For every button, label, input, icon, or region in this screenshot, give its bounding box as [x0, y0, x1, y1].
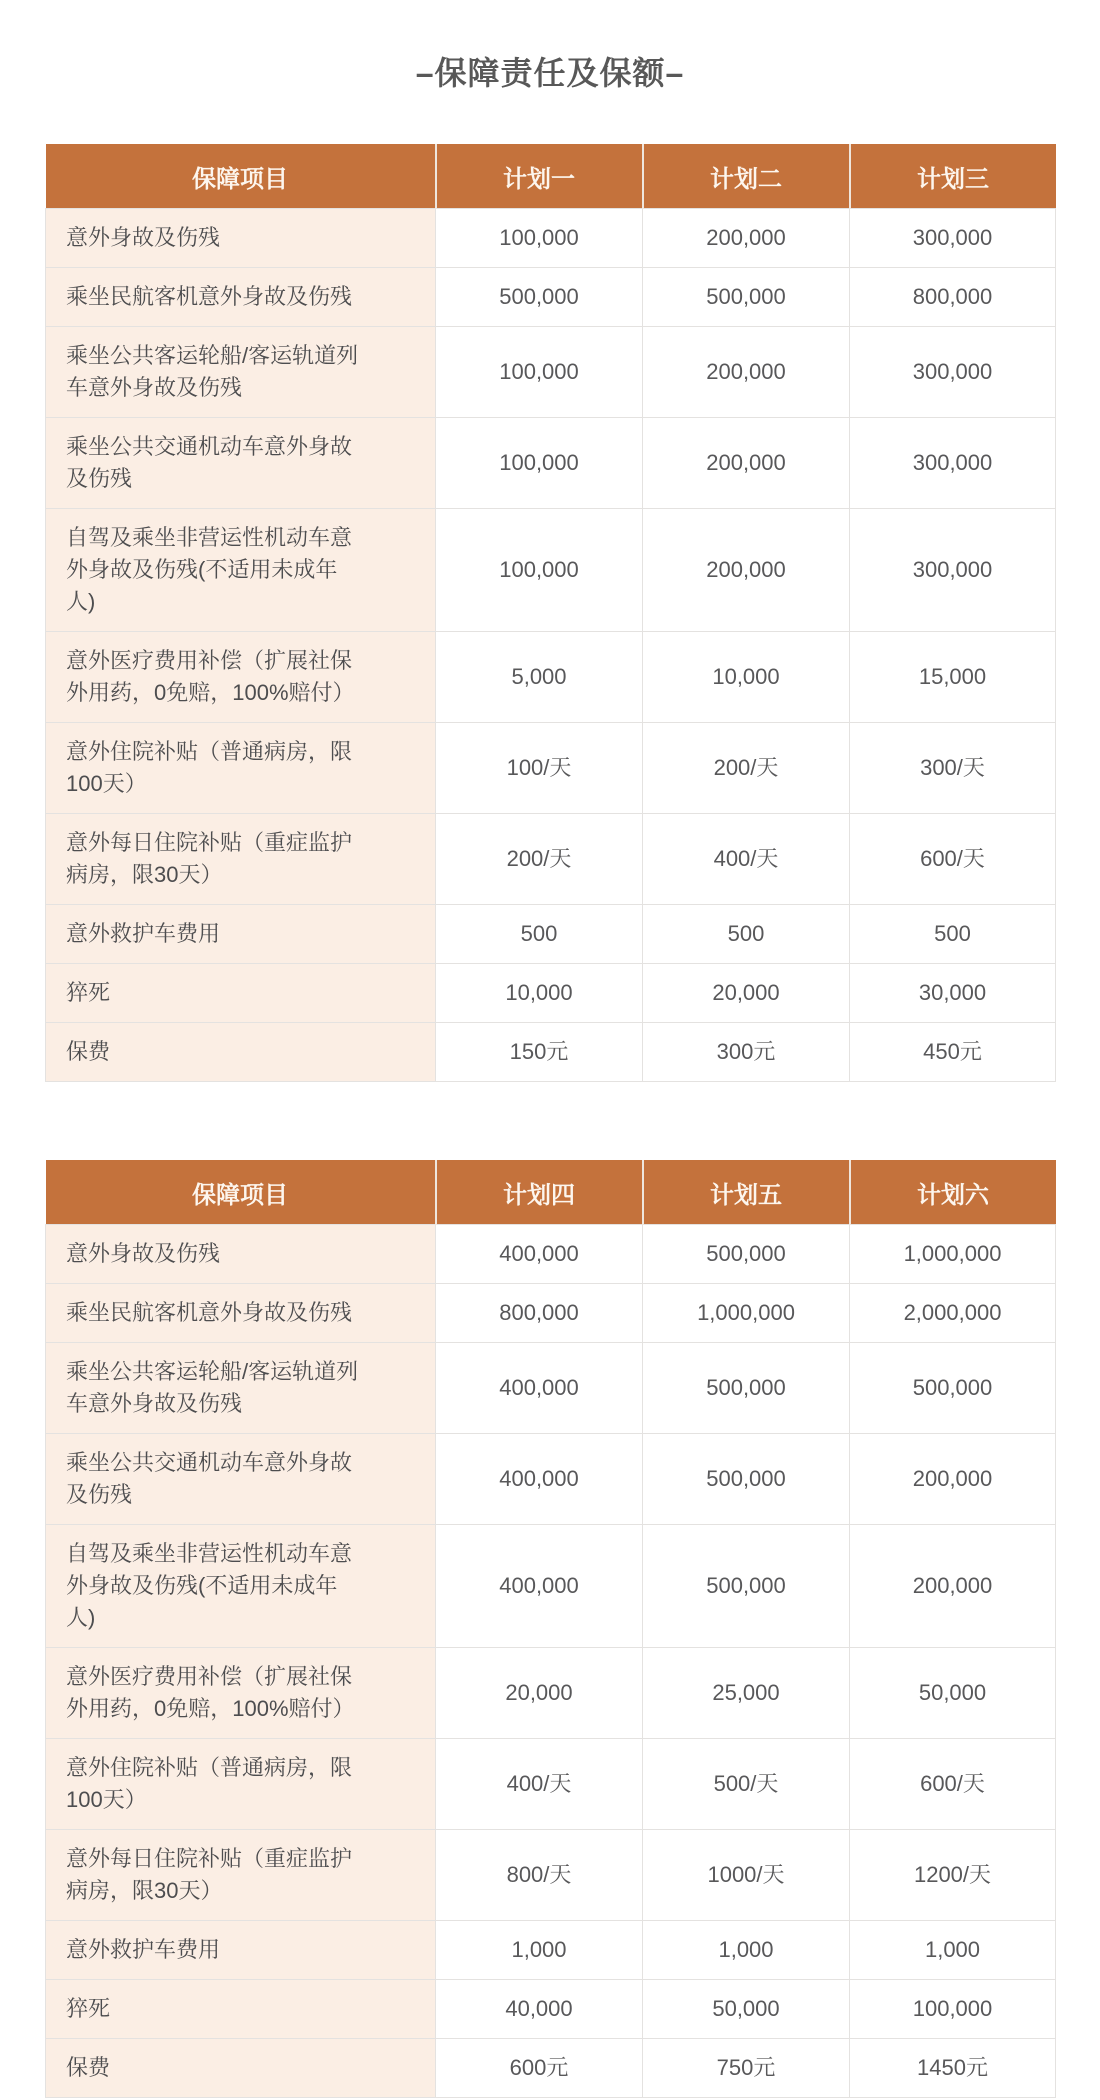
benefit-label: 自驾及乘坐非营运性机动车意外身故及伤残(不适用未成年人): [46, 1525, 436, 1648]
table-row: [46, 1023, 1056, 1082]
coverage-table-plans-4-6: [45, 1160, 1055, 2098]
benefit-amount: 1,000: [850, 1921, 1056, 1980]
table-row: [46, 1980, 1056, 2039]
benefits-table: [45, 1160, 1056, 2098]
benefit-amount: 200/天: [643, 723, 850, 814]
benefit-amount: 50,000: [850, 1648, 1056, 1739]
benefit-amount: 500,000: [850, 1343, 1056, 1434]
header-row: [46, 1160, 1056, 1225]
table-row: [46, 632, 1056, 723]
column-header-plan: 计划一: [436, 144, 643, 209]
benefit-amount: 2,000,000: [850, 1284, 1056, 1343]
table-row: [46, 327, 1056, 418]
table-row: [46, 723, 1056, 814]
benefit-amount: 500,000: [643, 1225, 850, 1284]
table-row: [46, 509, 1056, 632]
benefit-amount: 100,000: [850, 1980, 1056, 2039]
benefit-amount: 1,000,000: [850, 1225, 1056, 1284]
benefit-label: 猝死: [46, 964, 436, 1023]
benefit-label: 乘坐公共交通机动车意外身故及伤残: [46, 1434, 436, 1525]
benefit-label: 意外每日住院补贴（重症监护病房，限30天）: [46, 814, 436, 905]
benefit-amount: 500: [436, 905, 643, 964]
benefit-label: 意外医疗费用补偿（扩展社保外用药，0免赔，100%赔付）: [46, 1648, 436, 1739]
header-row: [46, 144, 1056, 209]
benefit-amount: 450元: [850, 1023, 1056, 1082]
column-header-items: 保障项目: [46, 144, 436, 209]
benefits-table: [45, 144, 1056, 1082]
table-row: [46, 1343, 1056, 1434]
table-row: [46, 209, 1056, 268]
benefit-amount: 300,000: [850, 418, 1056, 509]
benefit-amount: 200,000: [643, 209, 850, 268]
column-header-plan: 计划六: [850, 1160, 1056, 1225]
table-row: [46, 1830, 1056, 1921]
benefit-amount: 600/天: [850, 814, 1056, 905]
benefit-amount: 300/天: [850, 723, 1056, 814]
benefit-amount: 100,000: [436, 327, 643, 418]
benefit-amount: 1450元: [850, 2039, 1056, 2098]
page-title: –保障责任及保额–: [415, 55, 685, 91]
benefit-label: 意外救护车费用: [46, 1921, 436, 1980]
benefit-label: 意外身故及伤残: [46, 1225, 436, 1284]
benefit-label: 保费: [46, 2039, 436, 2098]
benefit-amount: 1200/天: [850, 1830, 1056, 1921]
benefit-amount: 1,000: [643, 1921, 850, 1980]
benefit-amount: 200,000: [643, 418, 850, 509]
table-row: [46, 1225, 1056, 1284]
benefit-amount: 500,000: [436, 268, 643, 327]
benefit-amount: 1,000,000: [643, 1284, 850, 1343]
benefit-amount: 400,000: [436, 1225, 643, 1284]
column-header-items: 保障项目: [46, 1160, 436, 1225]
benefit-amount: 200/天: [436, 814, 643, 905]
table-row: [46, 814, 1056, 905]
benefit-amount: 400/天: [436, 1739, 643, 1830]
benefit-amount: 150元: [436, 1023, 643, 1082]
benefit-amount: 300,000: [850, 209, 1056, 268]
benefit-amount: 500: [850, 905, 1056, 964]
benefit-amount: 500,000: [643, 1343, 850, 1434]
benefit-label: 乘坐民航客机意外身故及伤残: [46, 1284, 436, 1343]
benefit-amount: 500,000: [643, 1525, 850, 1648]
benefit-amount: 400,000: [436, 1525, 643, 1648]
benefit-label: 猝死: [46, 1980, 436, 2039]
benefit-amount: 800,000: [850, 268, 1056, 327]
benefit-amount: 20,000: [643, 964, 850, 1023]
table-row: [46, 418, 1056, 509]
benefit-amount: 20,000: [436, 1648, 643, 1739]
benefit-amount: 300,000: [850, 327, 1056, 418]
benefit-amount: 500,000: [643, 1434, 850, 1525]
table-row: [46, 1284, 1056, 1343]
column-header-plan: 计划二: [643, 144, 850, 209]
benefit-label: 自驾及乘坐非营运性机动车意外身故及伤残(不适用未成年人): [46, 509, 436, 632]
benefit-amount: 15,000: [850, 632, 1056, 723]
benefit-label: 意外救护车费用: [46, 905, 436, 964]
benefit-amount: 100,000: [436, 209, 643, 268]
benefit-amount: 200,000: [643, 509, 850, 632]
column-header-plan: 计划四: [436, 1160, 643, 1225]
benefit-label: 乘坐公共客运轮船/客运轨道列车意外身故及伤残: [46, 1343, 436, 1434]
benefit-amount: 600元: [436, 2039, 643, 2098]
benefit-amount: 300元: [643, 1023, 850, 1082]
benefit-label: 乘坐公共交通机动车意外身故及伤残: [46, 418, 436, 509]
benefit-amount: 100/天: [436, 723, 643, 814]
table-row: [46, 268, 1056, 327]
benefit-label: 意外每日住院补贴（重症监护病房，限30天）: [46, 1830, 436, 1921]
column-header-plan: 计划五: [643, 1160, 850, 1225]
benefit-amount: 100,000: [436, 509, 643, 632]
benefit-amount: 200,000: [850, 1434, 1056, 1525]
benefit-amount: 500: [643, 905, 850, 964]
table-row: [46, 1525, 1056, 1648]
benefit-label: 意外住院补贴（普通病房，限100天）: [46, 1739, 436, 1830]
table-row: [46, 2039, 1056, 2098]
column-header-plan: 计划三: [850, 144, 1056, 209]
benefit-amount: 300,000: [850, 509, 1056, 632]
benefit-amount: 25,000: [643, 1648, 850, 1739]
table-row: [46, 1648, 1056, 1739]
benefit-amount: 400/天: [643, 814, 850, 905]
table-row: [46, 1739, 1056, 1830]
benefit-amount: 5,000: [436, 632, 643, 723]
benefit-label: 意外身故及伤残: [46, 209, 436, 268]
benefit-amount: 750元: [643, 2039, 850, 2098]
benefit-amount: 500/天: [643, 1739, 850, 1830]
benefit-label: 乘坐公共客运轮船/客运轨道列车意外身故及伤残: [46, 327, 436, 418]
benefit-label: 保费: [46, 1023, 436, 1082]
benefit-amount: 600/天: [850, 1739, 1056, 1830]
benefit-amount: 30,000: [850, 964, 1056, 1023]
table-row: [46, 1921, 1056, 1980]
benefit-label: 意外医疗费用补偿（扩展社保外用药，0免赔，100%赔付）: [46, 632, 436, 723]
benefit-amount: 500,000: [643, 268, 850, 327]
benefit-amount: 1,000: [436, 1921, 643, 1980]
benefit-label: 意外住院补贴（普通病房，限100天）: [46, 723, 436, 814]
benefit-amount: 400,000: [436, 1343, 643, 1434]
benefit-amount: 50,000: [643, 1980, 850, 2039]
table-row: [46, 1434, 1056, 1525]
benefit-amount: 200,000: [850, 1525, 1056, 1648]
table-row: [46, 964, 1056, 1023]
benefit-amount: 400,000: [436, 1434, 643, 1525]
benefit-amount: 10,000: [643, 632, 850, 723]
benefit-amount: 200,000: [643, 327, 850, 418]
benefit-amount: 800,000: [436, 1284, 643, 1343]
benefit-amount: 10,000: [436, 964, 643, 1023]
benefit-amount: 1000/天: [643, 1830, 850, 1921]
benefit-label: 乘坐民航客机意外身故及伤残: [46, 268, 436, 327]
benefit-amount: 800/天: [436, 1830, 643, 1921]
benefit-amount: 100,000: [436, 418, 643, 509]
table-row: [46, 905, 1056, 964]
benefit-amount: 40,000: [436, 1980, 643, 2039]
coverage-table-plans-1-3: [45, 144, 1055, 1082]
